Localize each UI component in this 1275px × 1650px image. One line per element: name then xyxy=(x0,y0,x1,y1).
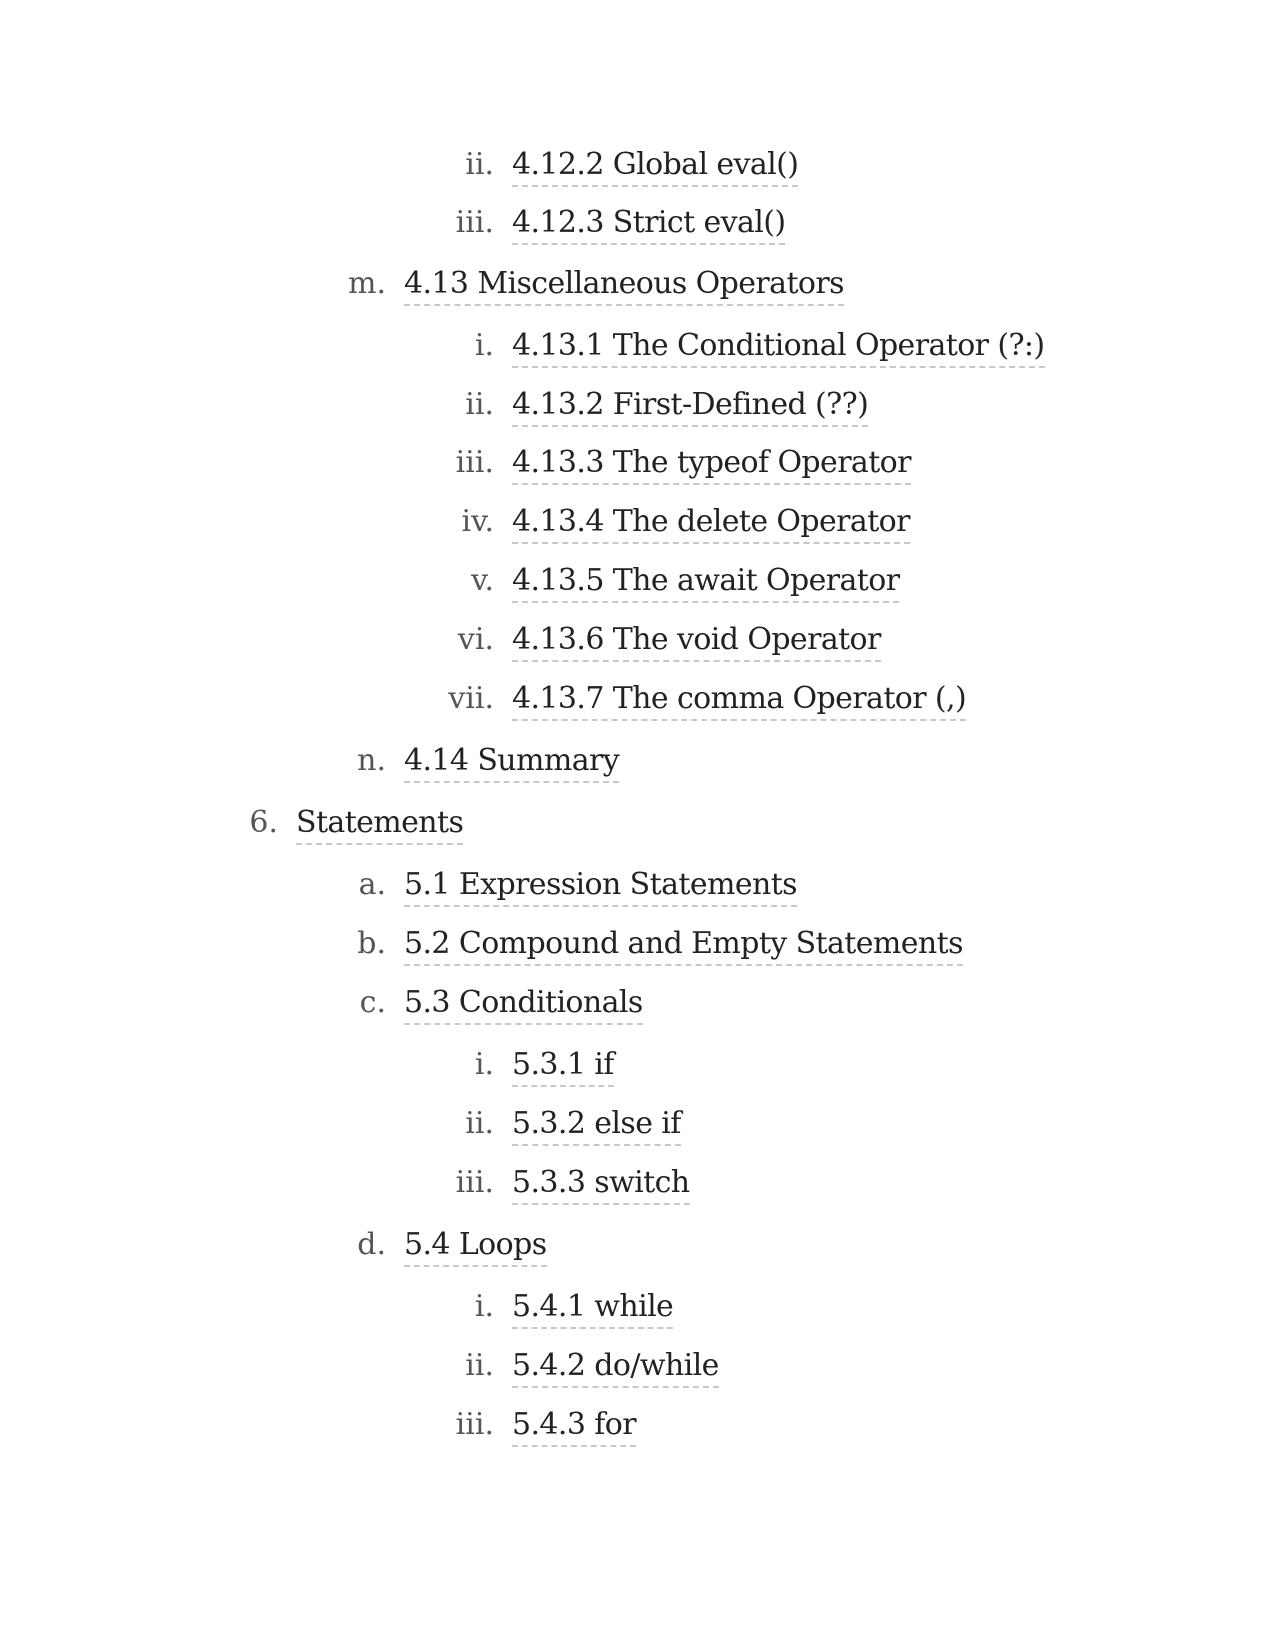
toc-link-conditional-operator[interactable]: 4.13.1 The Conditional Operator (?:) xyxy=(512,326,1045,368)
list-marker: vi. xyxy=(457,622,494,657)
toc-link-loops[interactable]: 5.4 Loops xyxy=(404,1225,547,1267)
toc-link-summary[interactable]: 4.14 Summary xyxy=(404,741,619,783)
toc-link-delete-operator[interactable]: 4.13.4 The delete Operator xyxy=(512,502,910,544)
list-marker: ii. xyxy=(465,387,494,422)
toc-link-global-eval[interactable]: 4.12.2 Global eval() xyxy=(512,145,798,187)
list-marker: ii. xyxy=(465,1348,494,1383)
toc-link-await-operator[interactable]: 4.13.5 The await Operator xyxy=(512,561,899,603)
toc-link-conditionals[interactable]: 5.3 Conditionals xyxy=(404,983,643,1025)
toc-link-while[interactable]: 5.4.1 while xyxy=(512,1287,673,1329)
list-marker: 6. xyxy=(249,805,278,840)
list-marker: a. xyxy=(358,867,386,902)
toc-link-first-defined[interactable]: 4.13.2 First-Defined (??) xyxy=(512,385,868,427)
toc-link-typeof-operator[interactable]: 4.13.3 The typeof Operator xyxy=(512,443,911,485)
list-marker: iii. xyxy=(455,1407,494,1442)
toc-link-for[interactable]: 5.4.3 for xyxy=(512,1405,636,1447)
toc-link-compound-statements[interactable]: 5.2 Compound and Empty Statements xyxy=(404,924,963,966)
list-marker: d. xyxy=(357,1227,386,1262)
toc-link-if[interactable]: 5.3.1 if xyxy=(512,1045,614,1087)
list-marker: b. xyxy=(357,926,386,961)
toc-link-expression-statements[interactable]: 5.1 Expression Statements xyxy=(404,865,797,907)
toc-link-void-operator[interactable]: 4.13.6 The void Operator xyxy=(512,620,881,662)
list-marker: ii. xyxy=(465,147,494,182)
list-marker: iii. xyxy=(455,445,494,480)
list-marker: ii. xyxy=(465,1106,494,1141)
list-marker: i. xyxy=(474,328,494,363)
toc-link-misc-operators[interactable]: 4.13 Miscellaneous Operators xyxy=(404,264,844,306)
list-marker: v. xyxy=(471,563,494,598)
list-marker: m. xyxy=(348,266,386,301)
list-marker: n. xyxy=(357,743,386,778)
toc-link-statements[interactable]: Statements xyxy=(296,803,463,845)
toc-link-comma-operator[interactable]: 4.13.7 The comma Operator (,) xyxy=(512,679,966,721)
toc-link-switch[interactable]: 5.3.3 switch xyxy=(512,1163,690,1205)
list-marker: c. xyxy=(359,985,386,1020)
list-marker: vii. xyxy=(448,681,494,716)
list-marker: iii. xyxy=(455,1165,494,1200)
list-marker: iii. xyxy=(455,205,494,240)
list-marker: i. xyxy=(474,1289,494,1324)
toc-link-else-if[interactable]: 5.3.2 else if xyxy=(512,1104,681,1146)
list-marker: i. xyxy=(474,1047,494,1082)
toc-link-strict-eval[interactable]: 4.12.3 Strict eval() xyxy=(512,203,785,245)
toc-link-do-while[interactable]: 5.4.2 do/while xyxy=(512,1346,719,1388)
list-marker: iv. xyxy=(461,504,494,539)
